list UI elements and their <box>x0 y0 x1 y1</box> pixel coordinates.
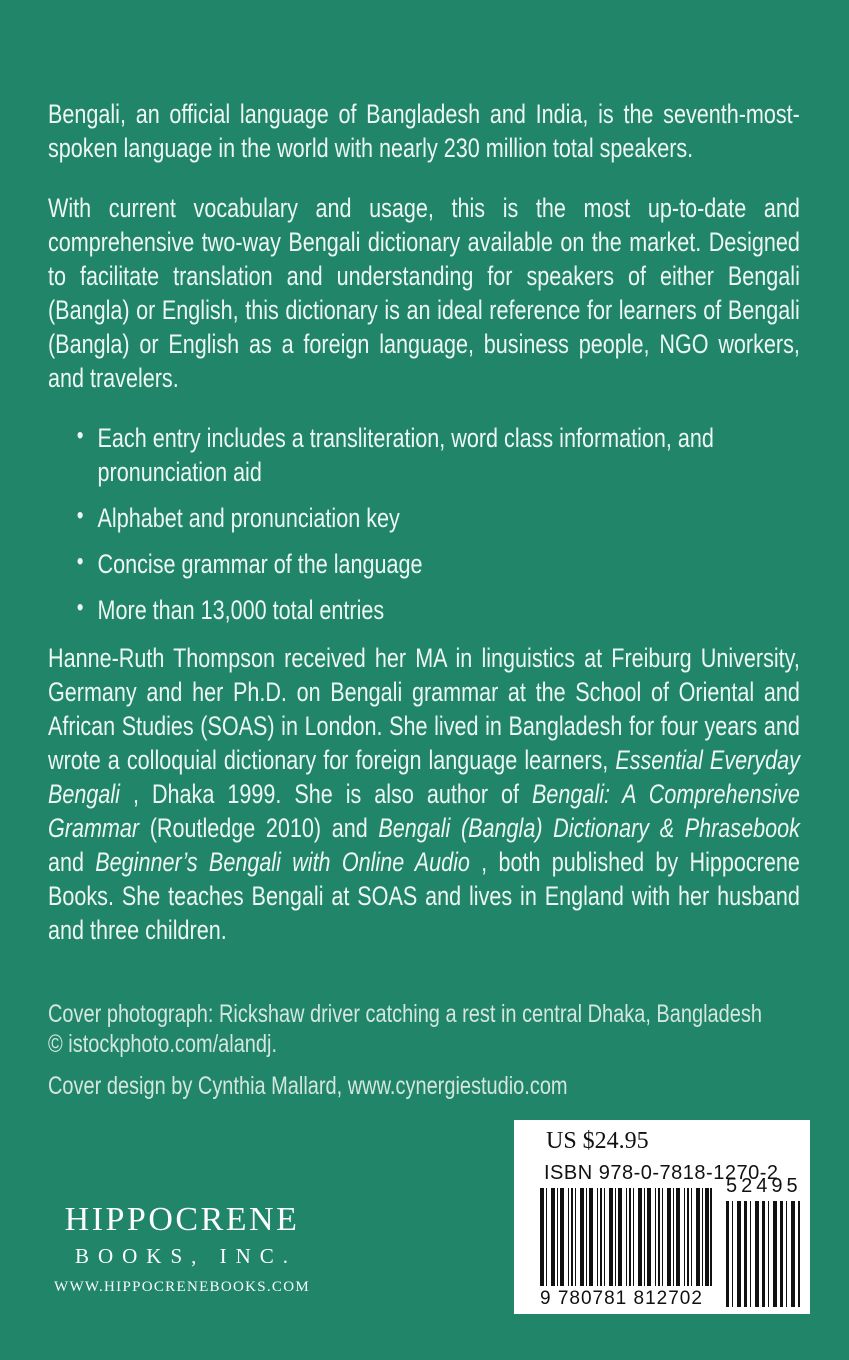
bio-text-segment: , both published by Hippocrene Books. She teaches Bengali at SOAS and lives in England with her husband and three children. <box>48 847 800 945</box>
credits-block <box>48 999 800 1101</box>
ean-barcode <box>540 1188 712 1310</box>
feature-item <box>75 501 800 535</box>
bio-text-segment: , Dhaka 1999. She is also author of <box>132 779 533 809</box>
publisher-logo <box>42 1201 322 1297</box>
intro-paragraph: Bengali, an official language of Bangladesh and India, is the seventh-most-spoken language in the world with nearly 230 million total speakers. <box>48 99 800 163</box>
publisher-type: BOOKS, INC. <box>74 1244 298 1268</box>
description-paragraph: With current vocabulary and usage, this is the most up-to-date and comprehensive two-way Bengali dictionary available on the market. Designed to facilitate translation and understanding for speakers of either Bengali (Bangla) or English, this dictionary is an ideal reference for learners of Bengali (Bangla) or English as a foreign language, business people, NGO workers, and travelers. <box>48 193 800 393</box>
publisher-website: WWW.HIPPOCRENEBOOKS.COM <box>53 1279 311 1295</box>
feature-item-label: More than 13,000 total entries <box>97 595 385 625</box>
photo-credit-line: Cover photograph: Rickshaw driver catching a rest in central Dhaka, Bangladesh <box>48 1000 762 1028</box>
photo-copyright-line: © istockphoto.com/alandj. <box>48 1030 278 1058</box>
back-cover-text-column <box>48 97 800 1101</box>
feature-item <box>75 593 800 627</box>
feature-item <box>75 421 800 489</box>
barcode-panel <box>514 1120 810 1314</box>
ean-digits: 9 780781 812702 <box>540 1288 703 1309</box>
supplement-barcode-icon <box>726 1201 800 1307</box>
publisher-name: HIPPOCRENE <box>64 1201 300 1238</box>
price-label: US $24.95 <box>546 1128 649 1154</box>
bio-text-segment: Bengali (Bangla) Dictionary & Phrasebook <box>378 813 800 843</box>
author-bio <box>48 641 800 947</box>
bio-text-segment: Hanne-Ruth Thompson received her MA in linguistics at Freiburg University, Germany and her Ph.D. on Bengali grammar at the School of Oriental and African Studies (SOAS) in London. She lived in Bangladesh for four years and wrote a colloquial dictionary for foreign language learners, <box>48 643 800 775</box>
design-credit-line: Cover design by Cynthia Mallard, www.cynergiestudio.com <box>48 1072 568 1100</box>
supplement-barcode <box>726 1175 800 1307</box>
bio-text-segment: (Routledge 2010) and <box>149 813 379 843</box>
isbn-label: ISBN 978-0-7818-1270-2 <box>544 1162 779 1184</box>
bio-text-segment: and <box>48 847 96 877</box>
feature-item-label: Concise grammar of the language <box>97 549 423 579</box>
ean-barcode-icon <box>540 1188 712 1286</box>
bio-text-segment: Bengali: A Comprehensive Grammar <box>48 779 800 843</box>
feature-item-label: Alphabet and pronunciation key <box>97 503 400 533</box>
feature-item <box>75 547 800 581</box>
bio-text-segment: Beginner’s Bengali with Online Audio <box>95 847 470 877</box>
features-list <box>75 421 800 627</box>
bio-text-segment: Essential Everyday Bengali <box>48 745 800 809</box>
feature-item-label: Each entry includes a transliteration, word class information, and pronunciation aid <box>97 423 714 487</box>
supplement-digits: 52495 <box>726 1175 802 1197</box>
